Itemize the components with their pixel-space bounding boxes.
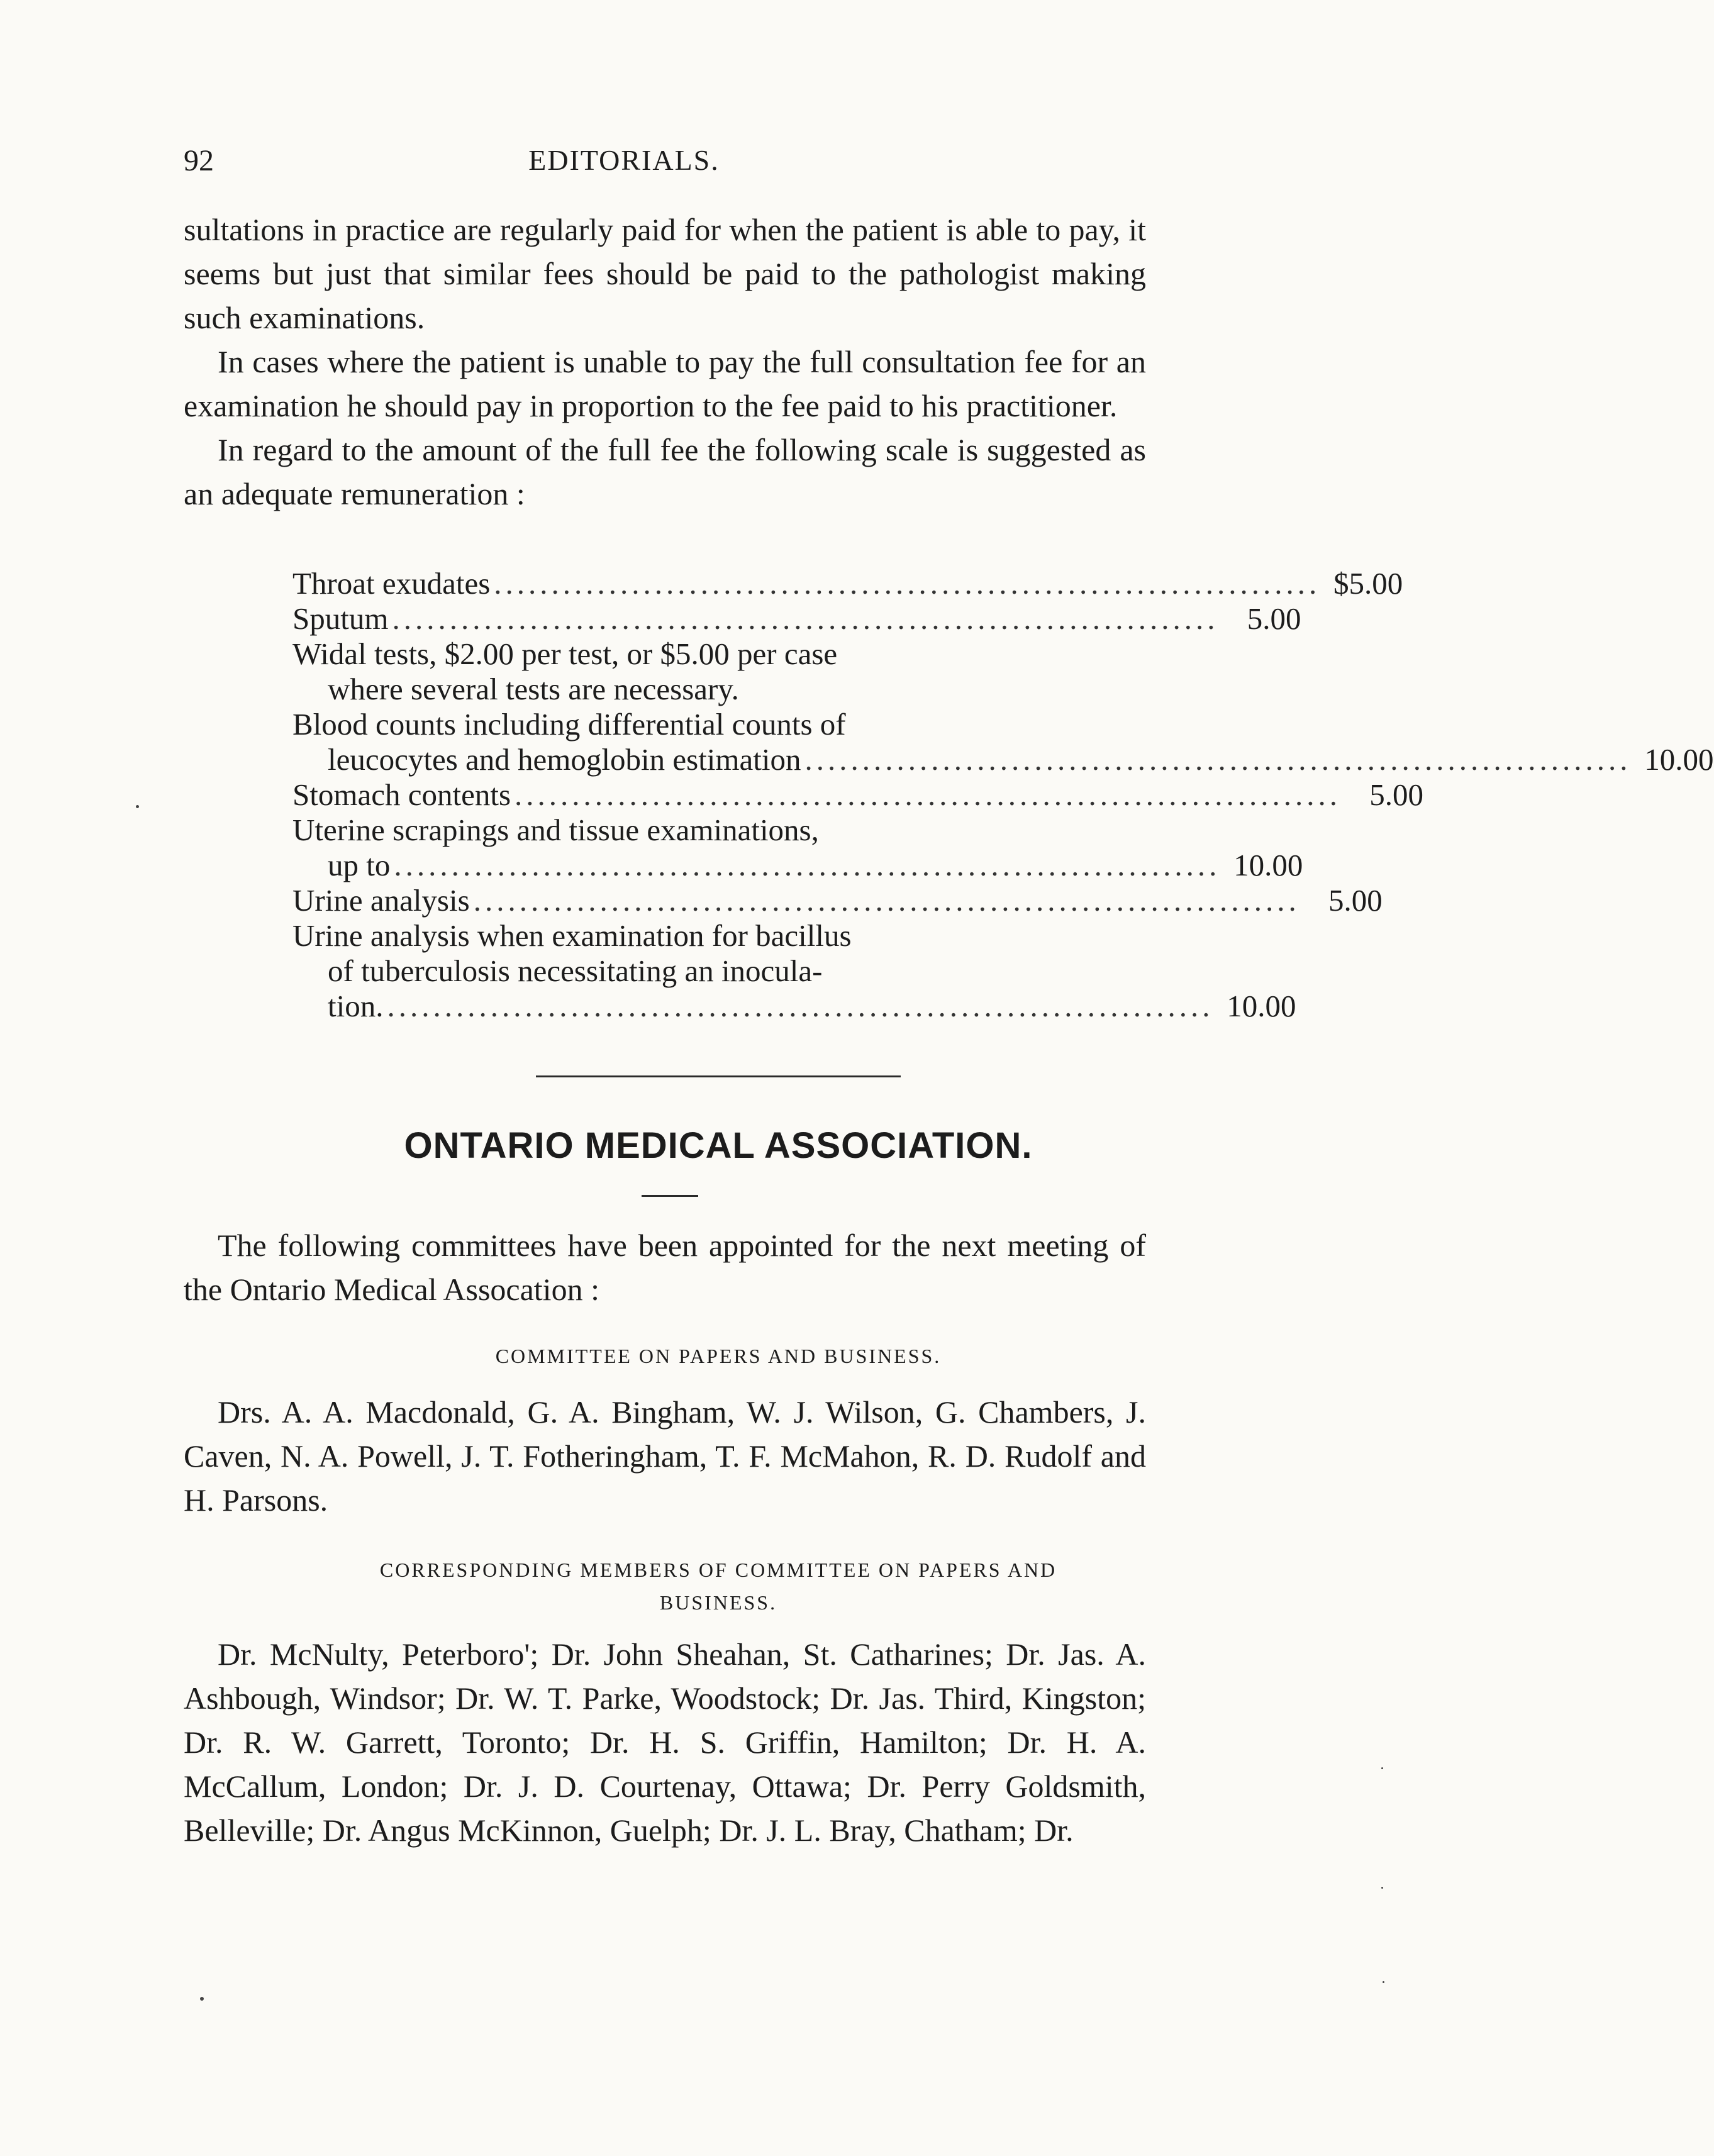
paragraph: Dr. McNulty, Peterboro'; Dr. John Sheahan, St. Catharines; Dr. Jas. A. Ashbough, Windsor; Dr. W. T. Parke, Woodstock; Dr. Jas. Third, Kingston; Dr. R. W. Garrett, Toronto; Dr. H. S. Griffin, Hamilton; Dr. H. A. McCallum, London; Dr. J. D. Courtenay, Ottawa; Dr. Perry Goldsmith, Belleville; Dr. Angus McKinnon, Guelph; Dr. J. L. Bray, Chatham; Dr. <box>184 1636 1146 1848</box>
fee-row-throat <box>292 566 1403 601</box>
fee-label: Blood counts including differential counts of <box>292 707 846 742</box>
fee-label-continued: where several tests are necessary. <box>328 672 739 706</box>
running-head: EDITORIALS. <box>528 144 720 176</box>
scan-speck <box>200 1997 204 2001</box>
fee-amount: 5.00 <box>1369 777 1424 812</box>
fee-schedule <box>292 566 1714 1024</box>
fee-label: Urine analysis when examination for bacillus <box>292 918 852 953</box>
fee-amount: 10.00 <box>1644 742 1714 777</box>
section-intro <box>184 1223 1146 1311</box>
fee-amount: 5.00 <box>1328 883 1383 918</box>
fee-row-blood <box>292 707 1714 777</box>
fee-row-urine-tuberculosis <box>292 918 1296 1024</box>
fee-label: Throat exudates <box>292 566 491 601</box>
paragraph: sultations in practice are regularly paid for when the patient is able to pay, it seems but just that similar fees should be paid to the pathologist making such examinations. <box>184 212 1146 335</box>
committee-heading: COMMITTEE ON PAPERS AND BUSINESS. <box>495 1345 942 1367</box>
heading-line: BUSINESS. <box>659 1591 777 1614</box>
scan-speck <box>1381 1767 1383 1769</box>
fee-label: Uterine scrapings and tissue examinations, <box>292 813 819 847</box>
fee-amount: 10.00 <box>1227 989 1296 1023</box>
leader-dots: ........................................................................ <box>494 566 1321 601</box>
paragraph: In cases where the patient is unable to pay the full consultation fee for an examination he should pay in proportion to the fee paid to his practitioner. <box>184 344 1146 423</box>
fee-amount: 5.00 <box>1247 601 1301 636</box>
fee-label: Sputum <box>292 601 389 636</box>
fee-row-stomach <box>292 777 1424 813</box>
leader-dots: ........................................................................ <box>392 601 1219 636</box>
fee-label-continued: up to <box>328 848 391 882</box>
fee-row-sputum <box>292 601 1301 636</box>
fee-label-continued: of tuberculosis necessitating an inocula- <box>328 953 823 988</box>
page-header <box>184 143 1064 187</box>
heading-line: CORRESPONDING MEMBERS OF COMMITTEE ON PAPERS AND <box>379 1559 1057 1581</box>
paragraph: The following committees have been appointed for the next meeting of the Ontario Medical Assocation : <box>184 1228 1146 1307</box>
section-divider <box>536 1075 901 1077</box>
page-number: 92 <box>184 144 214 177</box>
leader-dots: ........................................................................ <box>473 883 1300 918</box>
fee-row-widal <box>292 636 1047 707</box>
fee-amount: $5.00 <box>1333 566 1403 601</box>
fee-label: Urine analysis <box>292 883 470 918</box>
fee-amount: 10.00 <box>1233 848 1303 882</box>
fee-row-urine <box>292 883 1383 918</box>
scan-speck <box>1383 1981 1384 1983</box>
section-title: ONTARIO MEDICAL ASSOCIATION. <box>404 1125 1033 1166</box>
fee-row-uterine <box>292 813 1303 883</box>
paragraph: In regard to the amount of the full fee the following scale is suggested as an adequate remuneration : <box>184 432 1146 511</box>
committee-members <box>184 1390 1146 1522</box>
fee-label-continued: leucocytes and hemoglobin estimation <box>328 742 801 777</box>
fee-label: Stomach contents <box>292 777 511 812</box>
fee-label: Widal tests, $2.00 per test, or $5.00 per case <box>292 636 838 671</box>
paragraph: Drs. A. A. Macdonald, G. A. Bingham, W. J. Wilson, G. Chambers, J. Caven, N. A. Powell, J. T. Fotheringham, T. F. McMahon, R. D. Rudolf and H. Parsons. <box>184 1394 1146 1518</box>
scan-speck <box>136 805 139 808</box>
scan-speck <box>1381 1887 1383 1889</box>
corresponding-members <box>184 1632 1146 1852</box>
leader-dots: ........................................................................ <box>394 848 1221 882</box>
intro-text <box>184 208 1146 516</box>
corresponding-heading <box>184 1553 1253 1619</box>
leader-dots: ........................................................................ <box>387 989 1214 1023</box>
leader-dots: ........................................................................ <box>804 742 1632 777</box>
leader-dots: ........................................................................ <box>515 777 1342 812</box>
fee-label-continued: tion. <box>328 989 384 1023</box>
title-underline <box>642 1195 698 1197</box>
